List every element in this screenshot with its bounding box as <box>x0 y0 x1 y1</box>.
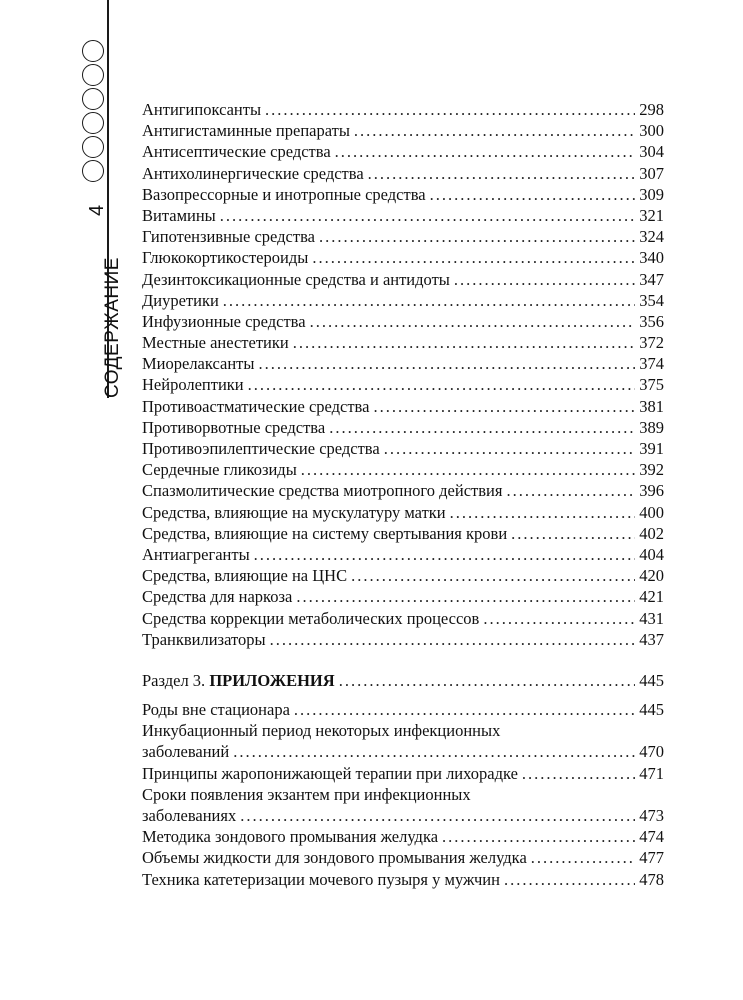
toc-entry-title: Техника катетеризации мочевого пузыря у мужчин <box>142 869 500 889</box>
toc-entry-title: Транквилизаторы <box>142 629 266 649</box>
toc-page-number: 356 <box>639 311 664 331</box>
toc-entry[interactable] <box>142 869 664 890</box>
toc-entry-title-line2: заболеваний <box>142 742 230 762</box>
toc-entry-title: Инфузионные средства <box>142 311 306 331</box>
toc-entry-title-line1: Сроки появления экзантем при инфекционных <box>142 784 471 804</box>
toc-leader-dots <box>240 805 635 826</box>
circle-icon <box>82 136 104 158</box>
toc-leader-dots <box>335 141 636 162</box>
toc-entry-title: Местные анестетики <box>142 333 289 353</box>
toc-page-number: 307 <box>639 163 664 183</box>
toc-entry-title: Принципы жаропонижающей терапии при лихорадке <box>142 763 518 783</box>
toc-entry[interactable] <box>142 586 664 607</box>
toc-page-number: 474 <box>639 827 664 847</box>
toc-entry[interactable] <box>142 247 664 268</box>
toc-page-number: 309 <box>639 184 664 204</box>
toc-entry[interactable] <box>142 544 664 565</box>
toc-group-a <box>142 99 664 650</box>
toc-leader-dots <box>373 396 635 417</box>
toc-entry[interactable] <box>142 184 664 205</box>
toc-entry[interactable] <box>142 396 664 417</box>
toc-page-number: 421 <box>639 587 664 607</box>
toc-page-number: 402 <box>639 523 664 543</box>
toc-entry[interactable] <box>142 332 664 353</box>
toc-page-number: 392 <box>639 460 664 480</box>
toc-entry[interactable] <box>142 502 664 523</box>
toc-leader-dots <box>351 565 635 586</box>
toc-page-number: 420 <box>639 566 664 586</box>
toc-page-number: 400 <box>639 502 664 522</box>
toc-page-number: 445 <box>639 700 664 720</box>
toc-entry[interactable] <box>142 311 664 332</box>
toc-page-number: 354 <box>639 290 664 310</box>
toc-entry-title: Противоастматические средства <box>142 396 370 416</box>
toc-entry[interactable] <box>142 226 664 247</box>
toc-entry[interactable] <box>142 290 664 311</box>
toc-entry-title: Миорелаксанты <box>142 354 255 374</box>
toc-leader-dots <box>384 438 636 459</box>
toc-leader-dots <box>506 480 635 501</box>
toc-leader-dots <box>504 869 635 890</box>
toc-entry-title: Средства, влияющие на ЦНС <box>142 566 348 586</box>
toc-page-number: 470 <box>639 742 664 762</box>
toc-leader-dots <box>310 311 636 332</box>
toc-entry-title: Антихолинергические средства <box>142 163 364 183</box>
toc-entry[interactable] <box>142 269 664 290</box>
toc-entry[interactable] <box>142 763 664 784</box>
toc-page-number: 445 <box>639 670 664 690</box>
toc-entry-title-line1: Инкубационный период некоторых инфекционных <box>142 721 501 741</box>
toc-leader-dots <box>430 184 636 205</box>
toc-entry-title: Нейролептики <box>142 375 244 395</box>
toc-entry[interactable] <box>142 826 664 847</box>
circle-icon <box>82 40 104 62</box>
toc-leader-dots <box>233 741 635 762</box>
toc-page-number: 437 <box>639 629 664 649</box>
toc-page-number: 298 <box>639 100 664 119</box>
toc-page-number: 381 <box>639 396 664 416</box>
toc-leader-dots <box>354 120 635 141</box>
toc-entry-title: Антигистаминные препараты <box>142 121 350 141</box>
toc-entry[interactable] <box>142 99 664 120</box>
toc-entry[interactable] <box>142 480 664 501</box>
toc-leader-dots <box>312 247 635 268</box>
toc-entry[interactable] <box>142 565 664 586</box>
toc-entry-title: Средства для наркоза <box>142 587 293 607</box>
toc-entry[interactable] <box>142 141 664 162</box>
toc-entry-title: Антигипоксанты <box>142 100 262 119</box>
toc-leader-dots <box>329 417 635 438</box>
toc-page-number: 478 <box>639 869 664 889</box>
toc-page-number: 375 <box>639 375 664 395</box>
toc-leader-dots <box>254 544 636 565</box>
toc-leader-dots <box>511 523 635 544</box>
toc-entry-title: Гипотензивные средства <box>142 227 315 247</box>
section-title: СОДЕРЖАНИЕ <box>102 257 123 398</box>
circle-icon <box>82 64 104 86</box>
toc-leader-dots <box>220 205 635 226</box>
toc-leader-dots <box>293 332 636 353</box>
toc-entry[interactable] <box>142 438 664 459</box>
toc-entry[interactable] <box>142 523 664 544</box>
circle-icon <box>82 112 104 134</box>
toc-leader-dots <box>265 99 635 120</box>
toc-page-number: 347 <box>639 269 664 289</box>
toc-leader-dots <box>450 502 636 523</box>
toc-page-number: 374 <box>639 354 664 374</box>
toc-entry[interactable] <box>142 699 664 720</box>
toc-section-3[interactable] <box>142 670 664 691</box>
toc-leader-dots <box>339 670 636 691</box>
circle-icon <box>82 160 104 182</box>
toc-page-number: 404 <box>639 544 664 564</box>
toc-entry-title: Глюкокортикостероиды <box>142 248 309 268</box>
toc-leader-dots <box>522 763 635 784</box>
toc-entry-title: Противорвотные средства <box>142 417 326 437</box>
toc-entry-title: Витамины <box>142 205 216 225</box>
toc-leader-dots <box>301 459 635 480</box>
toc-entry[interactable] <box>142 120 664 141</box>
toc-entry[interactable] <box>142 608 664 629</box>
toc-page-number: 473 <box>639 806 664 825</box>
toc-entry-title-line2: заболеваниях <box>142 806 237 825</box>
toc-page-number: 391 <box>639 439 664 458</box>
toc-entry-title: Методика зондового промывания желудка <box>142 827 439 847</box>
toc-entry-title: Вазопрессорные и инотропные средства <box>142 184 426 204</box>
toc-page-number: 324 <box>639 227 664 247</box>
toc-entry-multiline[interactable] <box>142 784 664 826</box>
toc-page-number: 396 <box>639 481 664 501</box>
toc-entry[interactable] <box>142 374 664 395</box>
toc-leader-dots <box>258 353 635 374</box>
toc-entry-title: Противоэпилептические средства <box>142 439 380 458</box>
toc-entry[interactable] <box>142 847 664 868</box>
toc-entry[interactable] <box>142 163 664 184</box>
toc-leader-dots <box>223 290 635 311</box>
toc-page-number: 389 <box>639 417 664 437</box>
toc-leader-dots <box>270 629 636 650</box>
toc-leader-dots <box>454 269 635 290</box>
toc-page-number: 300 <box>639 121 664 141</box>
toc-entry[interactable] <box>142 459 664 480</box>
toc-entry-title: Объемы жидкости для зондового промывания желудка <box>142 848 527 868</box>
toc-leader-dots <box>248 374 636 395</box>
toc-entry-title: Средства, влияющие на систему свертывания крови <box>142 523 508 543</box>
toc-leader-dots <box>368 163 636 184</box>
toc-entry-title: Роды вне стационара <box>142 700 290 720</box>
toc-entry-title: Средства, влияющие на мускулатуру матки <box>142 502 446 522</box>
toc-leader-dots <box>319 226 635 247</box>
toc-entry-title: Сердечные гликозиды <box>142 460 297 480</box>
toc-page-number: 431 <box>639 608 664 628</box>
toc-entry[interactable] <box>142 205 664 226</box>
decorative-circles <box>82 40 106 184</box>
toc-page-number: 372 <box>639 333 664 353</box>
toc-section-title: Раздел 3. ПРИЛОЖЕНИЯ <box>142 670 335 690</box>
toc-page-number: 340 <box>639 248 664 268</box>
toc-entry[interactable] <box>142 353 664 374</box>
toc-entry-title: Спазмолитические средства миотропного действия <box>142 481 503 501</box>
toc-entry-title: Дезинтоксикационные средства и антидоты <box>142 269 450 289</box>
toc-page-number: 477 <box>639 848 664 868</box>
toc-entry-title: Диуретики <box>142 290 219 310</box>
toc-leader-dots <box>531 847 635 868</box>
toc-entry[interactable] <box>142 629 664 650</box>
toc-entry-title: Антисептические средства <box>142 142 331 162</box>
circle-icon <box>82 88 104 110</box>
toc-entry-multiline[interactable] <box>142 720 664 762</box>
toc-leader-dots <box>483 608 635 629</box>
toc-leader-dots <box>442 826 635 847</box>
toc-entry-title: Антиагреганты <box>142 544 250 564</box>
toc-leader-dots <box>294 699 635 720</box>
toc-entry-title: Средства коррекции метаболических процессов <box>142 608 480 628</box>
toc-page-number: 304 <box>639 142 664 162</box>
toc-page-number: 471 <box>639 763 664 783</box>
page-number: 4 <box>86 204 108 216</box>
toc-page-number: 321 <box>639 205 664 225</box>
table-of-contents <box>142 99 664 890</box>
toc-leader-dots <box>296 586 635 607</box>
toc-entry[interactable] <box>142 417 664 438</box>
